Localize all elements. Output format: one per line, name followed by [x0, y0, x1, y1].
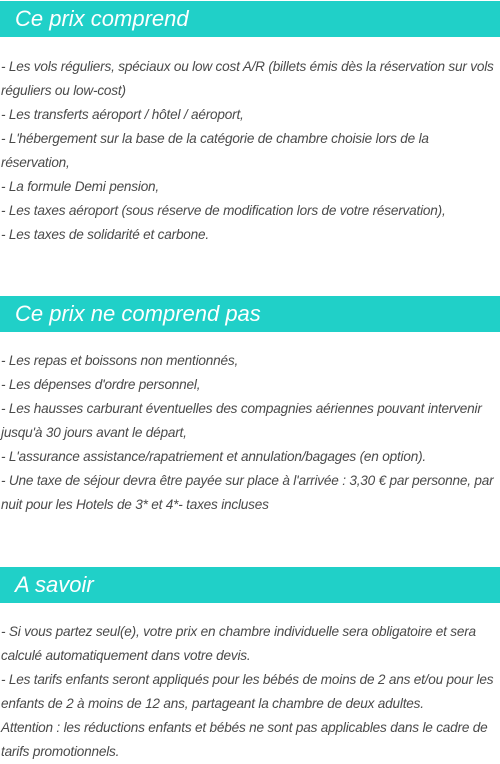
list-item: - Les repas et boissons non mentionnés, — [1, 353, 239, 368]
not-included-list — [0, 349, 500, 517]
section-header-good-to-know: A savoir — [0, 567, 500, 603]
good-to-know-list — [0, 620, 500, 764]
included-list — [0, 55, 500, 247]
list-item: - Les tarifs enfants seront appliqués pour les bébés de moins de 2 ans et/ou pour les enfants de 2 à moins de 12 ans, partageant la chambre de deux adultes. — [1, 672, 494, 711]
section-header-included: Ce prix comprend — [0, 1, 500, 37]
list-item: - Une taxe de séjour devra être payée sur place à l'arrivée : 3,30 € par personne, par nuit pour les Hotels de 3* et 4*- taxes incluses — [1, 473, 494, 512]
list-item: - Les taxes de solidarité et carbone. — [1, 227, 209, 242]
list-item: - Les vols réguliers, spéciaux ou low cost A/R (billets émis dès la réservation sur vols réguliers ou low-cost) — [1, 59, 494, 98]
list-item: - Si vous partez seul(e), votre prix en chambre individuelle sera obligatoire et sera calculé automatiquement dans votre devis. — [1, 624, 476, 663]
list-item: Attention : les réductions enfants et bébés ne sont pas applicables dans le cadre de tarifs promotionnels. — [1, 720, 488, 759]
list-item: - L'assurance assistance/rapatriement et annulation/bagages (en option). — [1, 449, 426, 464]
list-item: - Les transferts aéroport / hôtel / aéroport, — [1, 107, 244, 122]
list-item: - L'hébergement sur la base de la catégorie de chambre choisie lors de la réservation, — [1, 131, 429, 170]
list-item: - Les hausses carburant éventuelles des compagnies aériennes pouvant intervenir jusqu'à 30 jours avant le départ, — [1, 401, 482, 440]
list-item: - Les taxes aéroport (sous réserve de modification lors de votre réservation), — [1, 203, 446, 218]
section-header-not-included: Ce prix ne comprend pas — [0, 296, 500, 332]
list-item: - Les dépenses d'ordre personnel, — [1, 377, 201, 392]
list-item: - La formule Demi pension, — [1, 179, 159, 194]
